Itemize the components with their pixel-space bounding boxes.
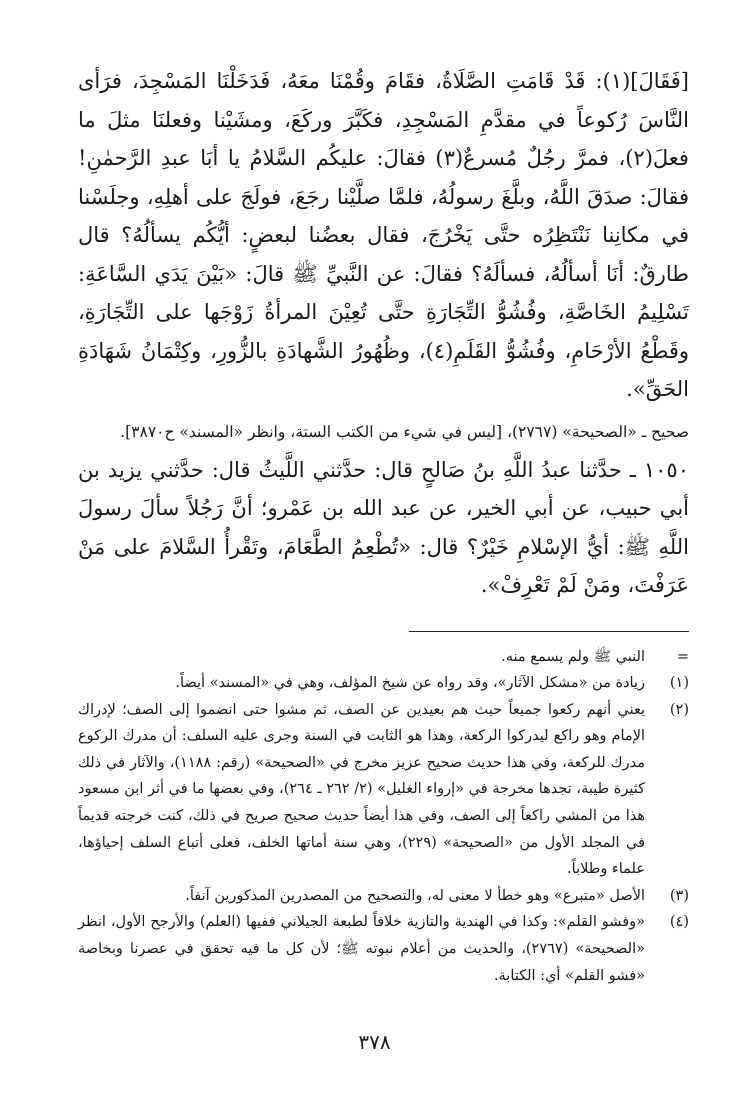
footnote-text: زيادة من «مشكل الآثار»، وقد رواه عن شيخ المؤلف، وهي في «المسند» أيضاً.	[175, 675, 645, 692]
main-text	[78, 62, 689, 605]
hadith-1049-continuation: [فَقَالَ](١): قَدْ قَامَتِ الصَّلَاةُ، فقَامَ وقُمْنَا معَهُ، فَدَخَلْنَا المَسْجِدَ، فرَأى النَّاسَ رُكوعاً في مقدَّمِ المَسْجِدِ، فكَبَّرَ وركَعَ، ومشَيْنا وفعلنَا مثلَ ما فعلَ(٢)، فمرَّ رجُلٌ مُسرعٌ(٣) فقالَ: عليكُم السَّلامُ يا أبَا عبدِ الرَّحمٰنِ! فقالَ: صدَقَ اللَّهُ، وبلَّغَ رسولُهُ، فلمَّا صلَّيْنا رجَعَ، فولَجَ على أهلِهِ، وجلَسْنا في مكانِنا نَنْتَظِرُه حتَّى يَخْرُجَ، فقال بعضُنا لبعضٍ: أيُّكُم يسألُهُ؟ قال طارقٌ: أنَا أسألُهُ، فسألَهُ؟ فقالَ: عن النَّبيِّ ﷺ قالَ: «بَيْنَ يَدَي السَّاعَةِ: تَسْلِيمُ الخَاصَّةِ، وفُشُوُّ التِّجَارَةِ حتَّى تُعِيْنَ المرأةُ زَوْجَها على التِّجَارَةِ، وقَطْعُ الأرْحَامِ، وفُشُوُّ القَلَمِ(٤)، وظُهُورُ الشَّهادَةِ بالزُّورِ، وكِتْمَانُ شَهَادَةِ الحَقِّ».	[78, 69, 689, 401]
footnote-text: يعني أنهم ركعوا جميعاً حيث هم بعيدين عن الصف، ثم مشوا حتى انضموا إلى الصف؛ لإدراك الإمام وهو راكع ليدركوا الركعة، وهذا هو الثابت في السنة وجرى عليه السلف: أن مدرك الركوع مدرك للركعة، وفي هذا حديث صحيح عزيز مخرج في «الصحيحة» (رقم: ١١٨٨)، والآثار في ذلك كثيرة طيبة، تجدها مخرجة في «إرواء الغليل» (٢/ ٢٦٢ ـ ٢٦٤)، وفي بعضها ما في أثر ابن مسعود هذا من المشي راكعاً إلى الصف، وفي هذا أيضاً حديث صحيح صريح في ذلك، كنت خرجته قديماً في المجلد الأول من «الصحيحة» (٢٢٩)، وهي سنة أماتها الخلف، فعلى أتباع السلف إحياؤها، علماء وطلاباً.	[78, 701, 646, 878]
footnote-continuation	[78, 644, 689, 671]
footnote-marker: (٢)	[669, 701, 689, 718]
footnote-4	[78, 909, 689, 989]
footnotes	[78, 644, 689, 990]
footnote-text: «وفشو القلم»: وكذا في الهندية والتازية خلافاً لطبعة الجيلاني ففيها (العلم) والأرجح الأول، انظر «الصحيحة» (٢٧٦٧)، والحديث من أعلام نبوته ﷺ؛ لأن كل ما فيه تحقق في عصرنا وبخاصة «فشو القلم» أي: الكتابة.	[78, 914, 645, 984]
page-number: ٣٧٨	[358, 1030, 391, 1054]
footnote-1	[78, 670, 689, 697]
footnote-text: النبي ﷺ ولم يسمع منه.	[501, 648, 645, 665]
footnote-2	[78, 697, 689, 883]
footnote-text: الأصل «متبرع» وهو خطأ لا معنى له، والتصحيح من المصدرين المذكورين آنفاً.	[185, 887, 645, 904]
footnote-marker: =	[676, 648, 689, 665]
footnote-marker: (٣)	[669, 887, 689, 904]
footnote-marker: (١)	[669, 675, 689, 692]
footnote-divider	[409, 631, 689, 632]
hadith-1050: ١٠٥٠ ـ حدَّثنا عبدُ اللَّهِ بنُ صَالحٍ قال: حدَّثني اللَّيثُ قال: حدَّثني يزيد بن أبي حبيب، عن أبي الخير، عن عبد الله بن عَمْرو؛ أنَّ رَجُلاً سألَ رسولَ اللَّهِ ﷺ: أيُّ الإسْلامِ خَيْرٌ؟ قال: «تُطْعِمُ الطَّعَامَ، وتَقْرأُ السَّلامَ على مَنْ عَرَفْتَ، ومَنْ لَمْ تَعْرِفْ».	[78, 457, 689, 597]
footnote-marker: (٤)	[669, 914, 689, 931]
hadith-grade-line: صحيح ـ «الصحيحة» (٢٧٦٧)، [ليس في شيء من الكتب الستة، وانظر «المسند» ح٣٨٧٠].	[120, 422, 689, 441]
footnote-3	[78, 883, 689, 910]
